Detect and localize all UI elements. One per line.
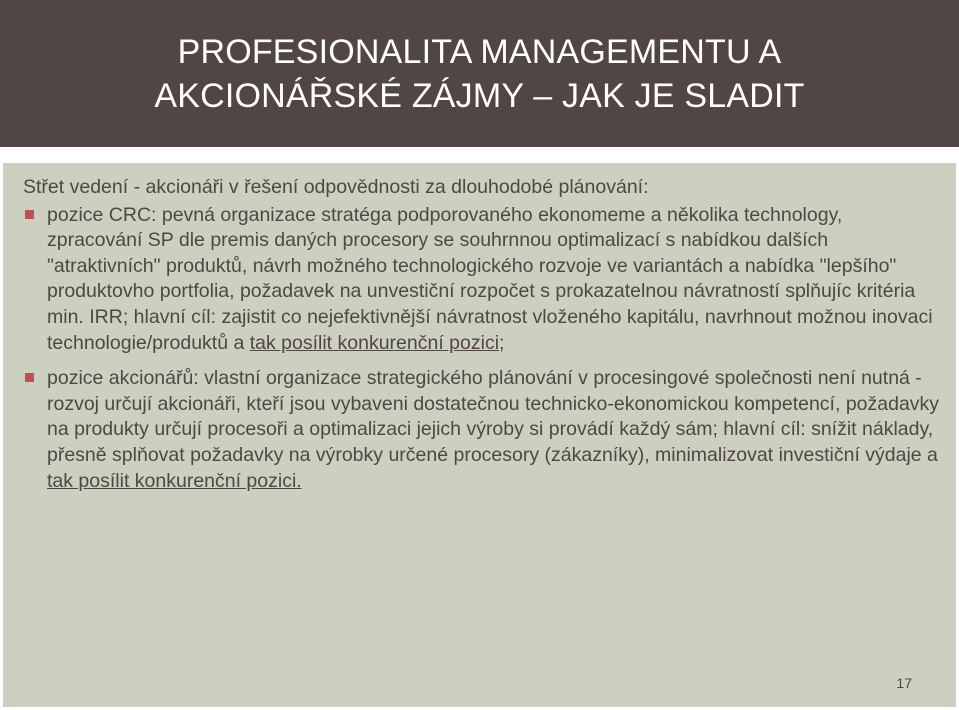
slide-title-line-2: AKCIONÁŘSKÉ ZÁJMY – JAK JE SLADIT [154,76,805,115]
page-number: 17 [896,675,912,691]
bullet-lead: pozice CRC: [47,203,157,226]
slide-body [23,175,943,494]
bullet-underlined-text: tak posílit konkurenční pozici. [47,469,302,492]
square-bullet-icon [25,210,34,219]
slide-title-bar [0,0,959,147]
bullet-text: pevná organizace stratéga podporovaného ekonomeme a několika technology, zpracování SP dle premis daných procesory se souhrnnou optimalizací s nabídkou dalších "atraktivních" produktů, návrh možného technologického rozvoje ve variantách a nabídka "lepšího" produktovho portfolia, požadavek na unvestiční rozpočet s prokazatelnou návratností splňujíc kritéria min. IRR; hlavní cíl: zajistit co nejefektivnější návratnost vloženého kapitálu, navrhnout možnou inovaci technologie/produktů a [47,203,933,354]
bullet-lead: pozice akcionářů: [47,367,199,390]
bullet-item-akcionari [23,366,943,494]
bullet-text: vlastní organizace strategického plánování v procesingové společnosti není nutná - rozvoj určují akcionáři, kteří jsou vybaveni dostatečnou technicko-ekonomickou kompetencí, požadavky na produkty určují procesoři a optimalizaci jejich výroby si provádí každý sám; hlavní cíl: snížit náklady, přesně splňovat požadavky na výrobky určené procesory (zákazníky), minimalizovat investiční výdaje a [47,367,940,466]
slide-title-line-1: PROFESIONALITA MANAGEMENTU A [177,32,782,71]
slide-content-panel [3,163,956,707]
bullet-item-crc [23,203,943,357]
square-bullet-icon [25,373,34,382]
intro-text: Střet vedení - akcionáři v řešení odpovědnosti za dlouhodobé plánování: [23,176,649,198]
bullet-underlined-text: tak posílit konkurenční pozici; [249,331,505,354]
